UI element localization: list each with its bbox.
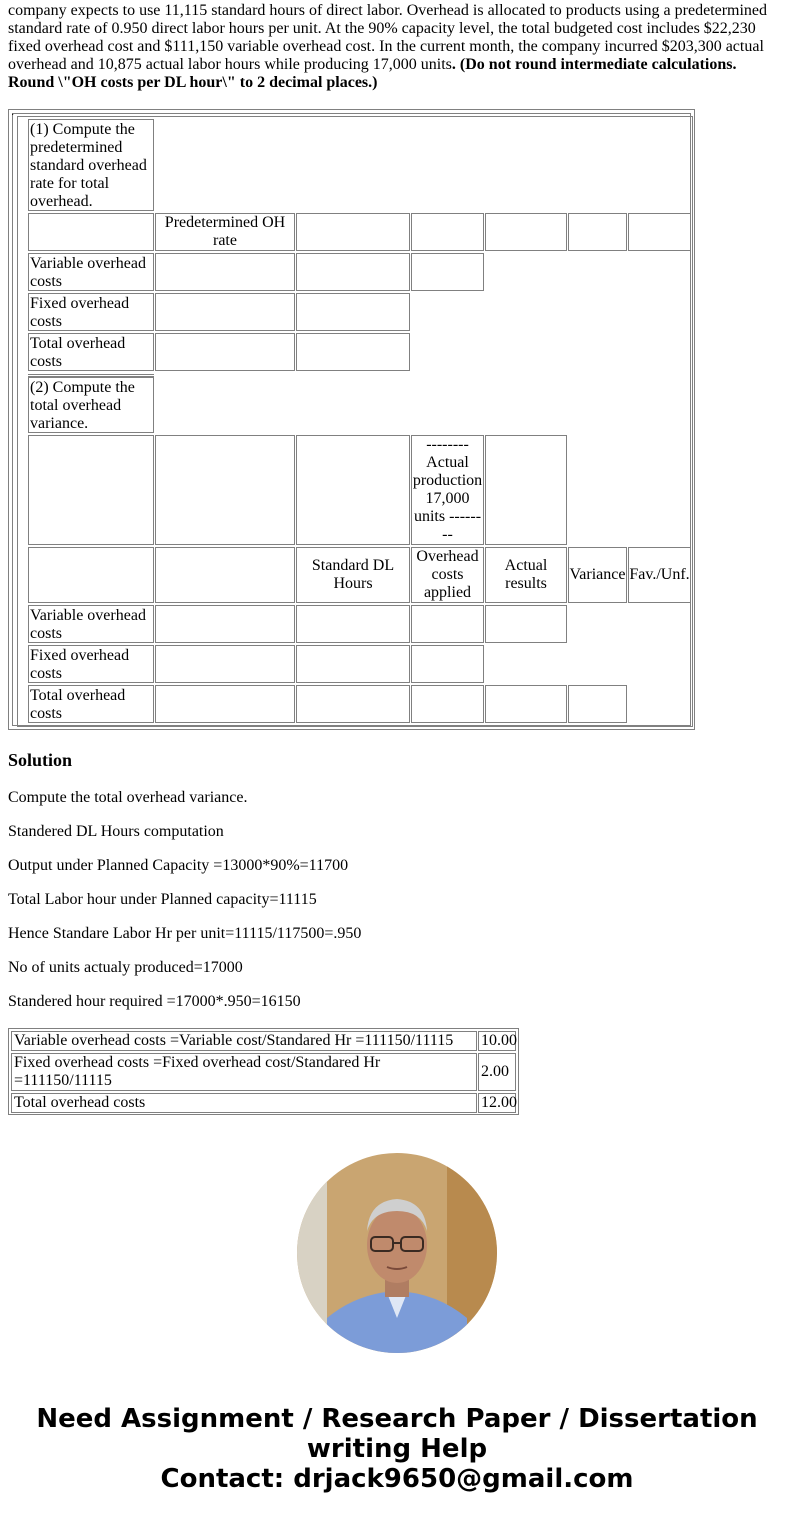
input-cell[interactable] — [485, 435, 567, 545]
input-cell[interactable] — [296, 213, 410, 251]
input-cell[interactable] — [155, 685, 295, 723]
input-cell[interactable] — [155, 547, 295, 603]
solution-line-2: Standered DL Hours computation — [8, 823, 224, 840]
solution-value-total: 12.00 — [478, 1093, 516, 1113]
input-cell[interactable] — [28, 435, 154, 545]
input-cell[interactable] — [296, 685, 410, 723]
problem-statement — [8, 2, 786, 92]
actual-production-header: -------- Actual production 17,000 units -------- — [412, 436, 483, 543]
solution-label-fixed: Fixed overhead costs =Fixed overhead cost/Standared Hr =111150/11115 — [11, 1053, 477, 1091]
input-cell[interactable] — [411, 253, 484, 291]
solution-label-variable: Variable overhead costs =Variable cost/Standared Hr =111150/11115 — [11, 1031, 477, 1051]
input-cell[interactable] — [155, 333, 295, 371]
divider — [28, 374, 154, 375]
row-label-variable: Variable overhead costs — [28, 253, 154, 291]
row-label-total: Total overhead costs — [28, 333, 154, 371]
author-avatar — [297, 1153, 497, 1353]
solution-line-7: Standered hour required =17000*.950=16150 — [8, 993, 301, 1010]
rounding-instruction: . (Do not round intermediate calculations. Round \"OH costs per DL hour\" to 2 decimal places.) — [8, 56, 737, 91]
overhead-applied-header: Overhead costs applied — [411, 547, 484, 603]
input-cell[interactable] — [155, 253, 295, 291]
input-cell[interactable] — [296, 645, 410, 683]
input-cell[interactable] — [568, 685, 627, 723]
intro-line-2: standard rate of 0.950 direct labor hours per unit. At the 90% capacity level, the total budgeted cost includes $22,230 — [8, 20, 756, 37]
solution-table — [8, 1028, 519, 1115]
row-label-fixed: Fixed overhead costs — [28, 293, 154, 331]
input-cell[interactable] — [485, 605, 567, 643]
input-cell[interactable] — [296, 333, 410, 371]
solution-line-4: Total Labor hour under Planned capacity=11115 — [8, 891, 317, 908]
intro-line-4-text: overhead and 10,875 actual labor hours while producing 17,000 units — [8, 56, 452, 73]
input-cell[interactable] — [155, 645, 295, 683]
input-cell[interactable] — [296, 253, 410, 291]
solution-line-3: Output under Planned Capacity =13000*90%=11700 — [8, 857, 349, 874]
standard-dl-hours-header: Standard DL Hours — [296, 547, 410, 603]
predetermined-oh-rate-header: Predetermined OH rate — [155, 213, 295, 251]
part2-title: (2) Compute the total overhead variance. — [28, 377, 154, 433]
row-label-variable-2: Variable overhead costs — [28, 605, 154, 643]
part1-title: (1) Compute the predetermined standard overhead rate for total overhead. — [28, 119, 154, 211]
input-cell[interactable] — [485, 685, 567, 723]
actual-results-header: Actual results — [485, 547, 567, 603]
input-cell[interactable] — [411, 645, 484, 683]
promo-contact: Contact: drjack9650@gmail.com — [160, 1464, 634, 1494]
table-marker: · — [11, 110, 15, 121]
input-cell[interactable] — [296, 435, 410, 545]
input-cell[interactable] — [155, 435, 295, 545]
row-label-fixed-2: Fixed overhead costs — [28, 645, 154, 683]
input-cell[interactable] — [411, 213, 484, 251]
input-cell[interactable] — [411, 685, 484, 723]
input-cell[interactable] — [485, 213, 567, 251]
promo-line-1: Need Assignment / Research Paper / Dissertation writing Help — [36, 1404, 758, 1464]
intro-line-1: company expects to use 11,115 standard hours of direct labor. Overhead is allocated to products using a predetermined — [8, 2, 768, 19]
variance-header: Variance — [568, 547, 627, 603]
input-cell[interactable] — [155, 293, 295, 331]
solution-value-variable: 10.00 — [478, 1031, 516, 1051]
input-cell[interactable] — [628, 213, 691, 251]
solution-heading: Solution — [8, 750, 73, 770]
solution-line-5: Hence Standare Labor Hr per unit=11115/117500=.950 — [8, 925, 362, 942]
input-cell[interactable] — [155, 605, 295, 643]
solution-line-6: No of units actualy produced=17000 — [8, 959, 243, 976]
worksheet-outer-table — [8, 109, 695, 730]
worksheet-table — [17, 116, 693, 727]
solution-label-total: Total overhead costs — [11, 1093, 477, 1113]
input-cell[interactable] — [296, 293, 410, 331]
row-label-total-2: Total overhead costs — [28, 685, 154, 723]
input-cell[interactable] — [28, 213, 154, 251]
input-cell[interactable] — [568, 213, 627, 251]
input-cell[interactable] — [28, 547, 154, 603]
fav-unf-header: Fav./Unf. — [628, 547, 691, 603]
author-photo — [297, 1153, 497, 1353]
input-cell[interactable] — [296, 605, 410, 643]
promo-footer — [0, 1404, 794, 1494]
solution-line-1: Compute the total overhead variance. — [8, 789, 248, 806]
intro-line-3: fixed overhead cost and $111,150 variable overhead cost. In the current month, the company incurred $203,300 actual — [8, 38, 764, 55]
intro-line-4 — [8, 56, 786, 92]
input-cell[interactable] — [411, 605, 484, 643]
solution-value-fixed: 2.00 — [478, 1053, 516, 1091]
